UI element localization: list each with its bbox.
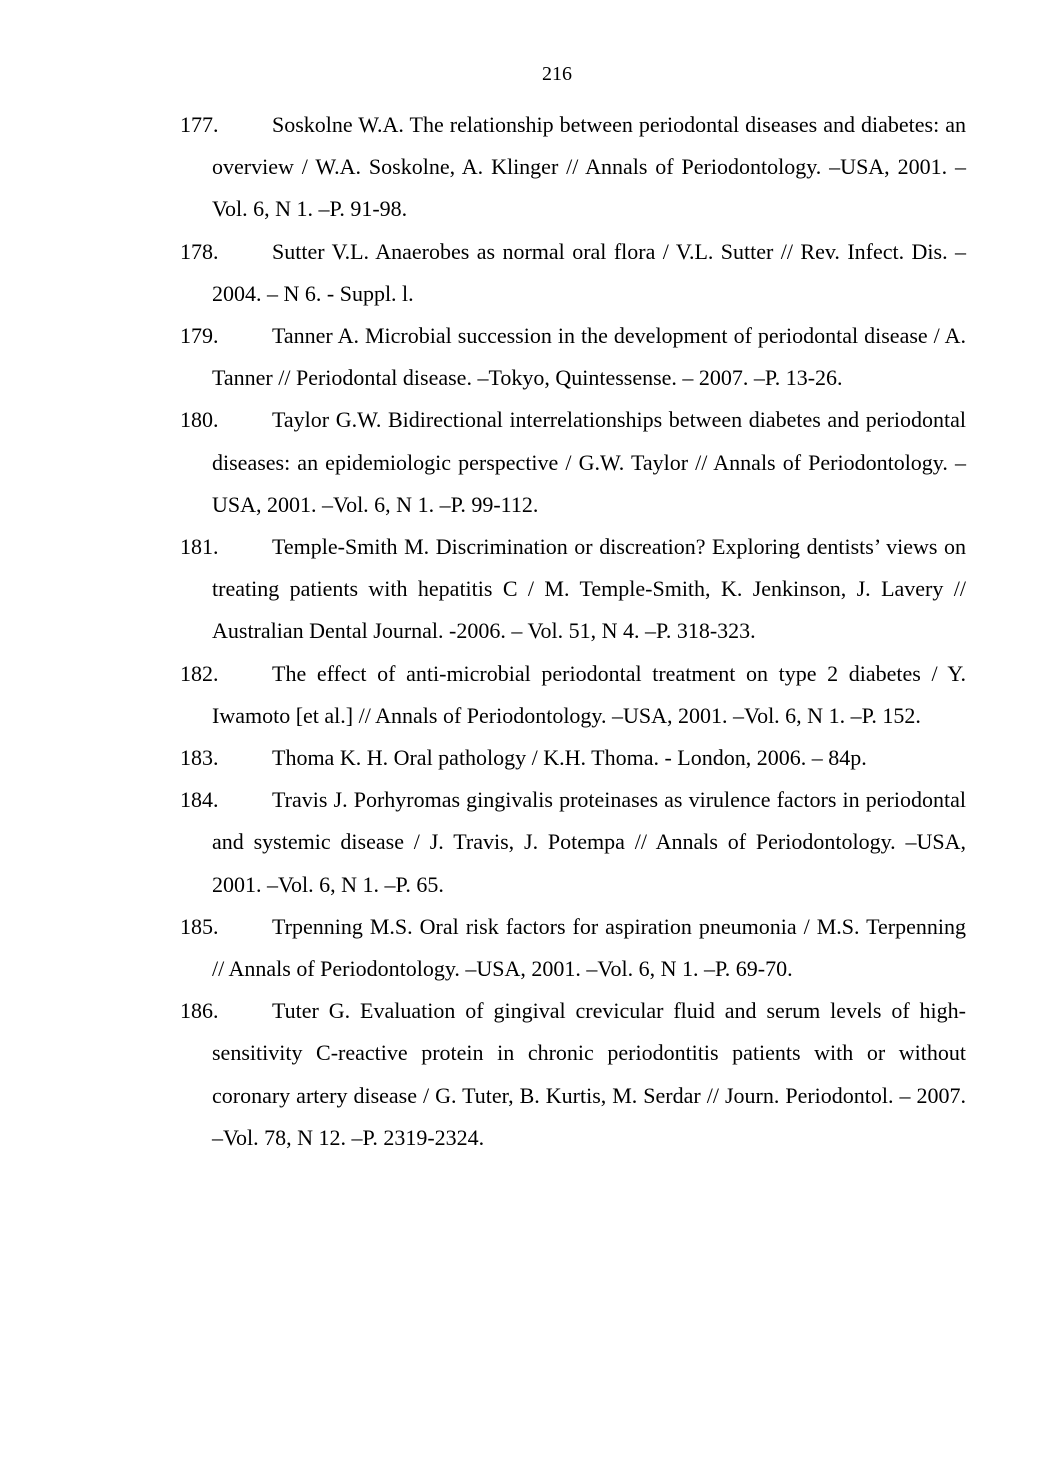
- reference-number: 183.: [180, 745, 219, 771]
- reference-item: [180, 231, 966, 315]
- reference-item: [180, 737, 966, 779]
- reference-item: [180, 104, 966, 231]
- reference-item: [180, 315, 966, 399]
- reference-item: [180, 399, 966, 526]
- reference-number: 180.: [180, 407, 219, 433]
- reference-text: The effect of anti-microbial periodontal treatment on type 2 diabetes / Y. Iwamoto [et al.] // Annals of Periodontology. –USA, 2001. –Vol. 6, N 1. –P. 152.: [212, 660, 966, 728]
- reference-item: [180, 779, 966, 906]
- reference-number: 177.: [180, 112, 219, 137]
- reference-item: [180, 906, 966, 990]
- reference-number: 182.: [180, 660, 219, 686]
- reference-text: Tanner A. Microbial succession in the development of periodontal disease / A. Tanner // Periodontal disease. –Tokyo, Quintessense. – 2007. –P. 13-26.: [212, 323, 966, 391]
- reference-item: [180, 990, 966, 1159]
- reference-number: 186.: [180, 998, 219, 1024]
- reference-text: Thoma K. H. Oral pathology / K.H. Thoma. - London, 2006. – 84p.: [272, 745, 867, 771]
- reference-text: Tuter G. Evaluation of gingival crevicular fluid and serum levels of high-sensitivity C-reactive protein in chronic periodontitis patients with or without coronary artery disease / G. Tuter, B. Kurtis, M. Serdar // Journ. Periodontol. – 2007. –Vol. 78, N 12. –P. 2319-2324.: [212, 998, 966, 1150]
- reference-text: Temple-Smith M. Discrimination or discreation? Exploring dentists’ views on treating patients with hepatitis C / M. Temple-Smith, K. Jenkinson, J. Lavery // Australian Dental Journal. -2006. – Vol. 51, N 4. –P. 318-323.: [212, 534, 966, 644]
- reference-item: [180, 653, 966, 737]
- reference-text: Sutter V.L. Anaerobes as normal oral flora / V.L. Sutter // Rev. Infect. Dis. – 2004. – N 6. - Suppl. l.: [212, 238, 966, 306]
- reference-number: 185.: [180, 913, 219, 939]
- reference-number: 181.: [180, 534, 219, 560]
- reference-number: 184.: [180, 787, 219, 813]
- reference-text: Taylor G.W. Bidirectional interrelationships between diabetes and periodontal diseases: an epidemiologic perspective / G.W. Taylor // Annals of Periodontology. –USA, 2001. –Vol. 6, N 1. –P. 99-112.: [212, 407, 966, 517]
- reference-text: Trpenning M.S. Oral risk factors for aspiration pneumonia / M.S. Terpenning // Annals of Periodontology. –USA, 2001. –Vol. 6, N 1. –P. 69-70.: [212, 913, 966, 982]
- reference-item: [180, 526, 966, 653]
- reference-number: 178.: [180, 238, 219, 264]
- page-number: 216: [542, 63, 572, 85]
- reference-list: [180, 104, 966, 1159]
- reference-number: 179.: [180, 323, 219, 349]
- reference-text: Soskolne W.A. The relationship between periodontal diseases and diabetes: an overview / W.A. Soskolne, A. Klinger // Annals of Periodontology. –USA, 2001. –Vol. 6, N 1. –P. 91-98.: [212, 112, 966, 222]
- reference-text: Travis J. Porhyromas gingivalis proteinases as virulence factors in periodontal and systemic disease / J. Travis, J. Potempa // Annals of Periodontology. –USA, 2001. –Vol. 6, N 1. –P. 65.: [212, 787, 966, 897]
